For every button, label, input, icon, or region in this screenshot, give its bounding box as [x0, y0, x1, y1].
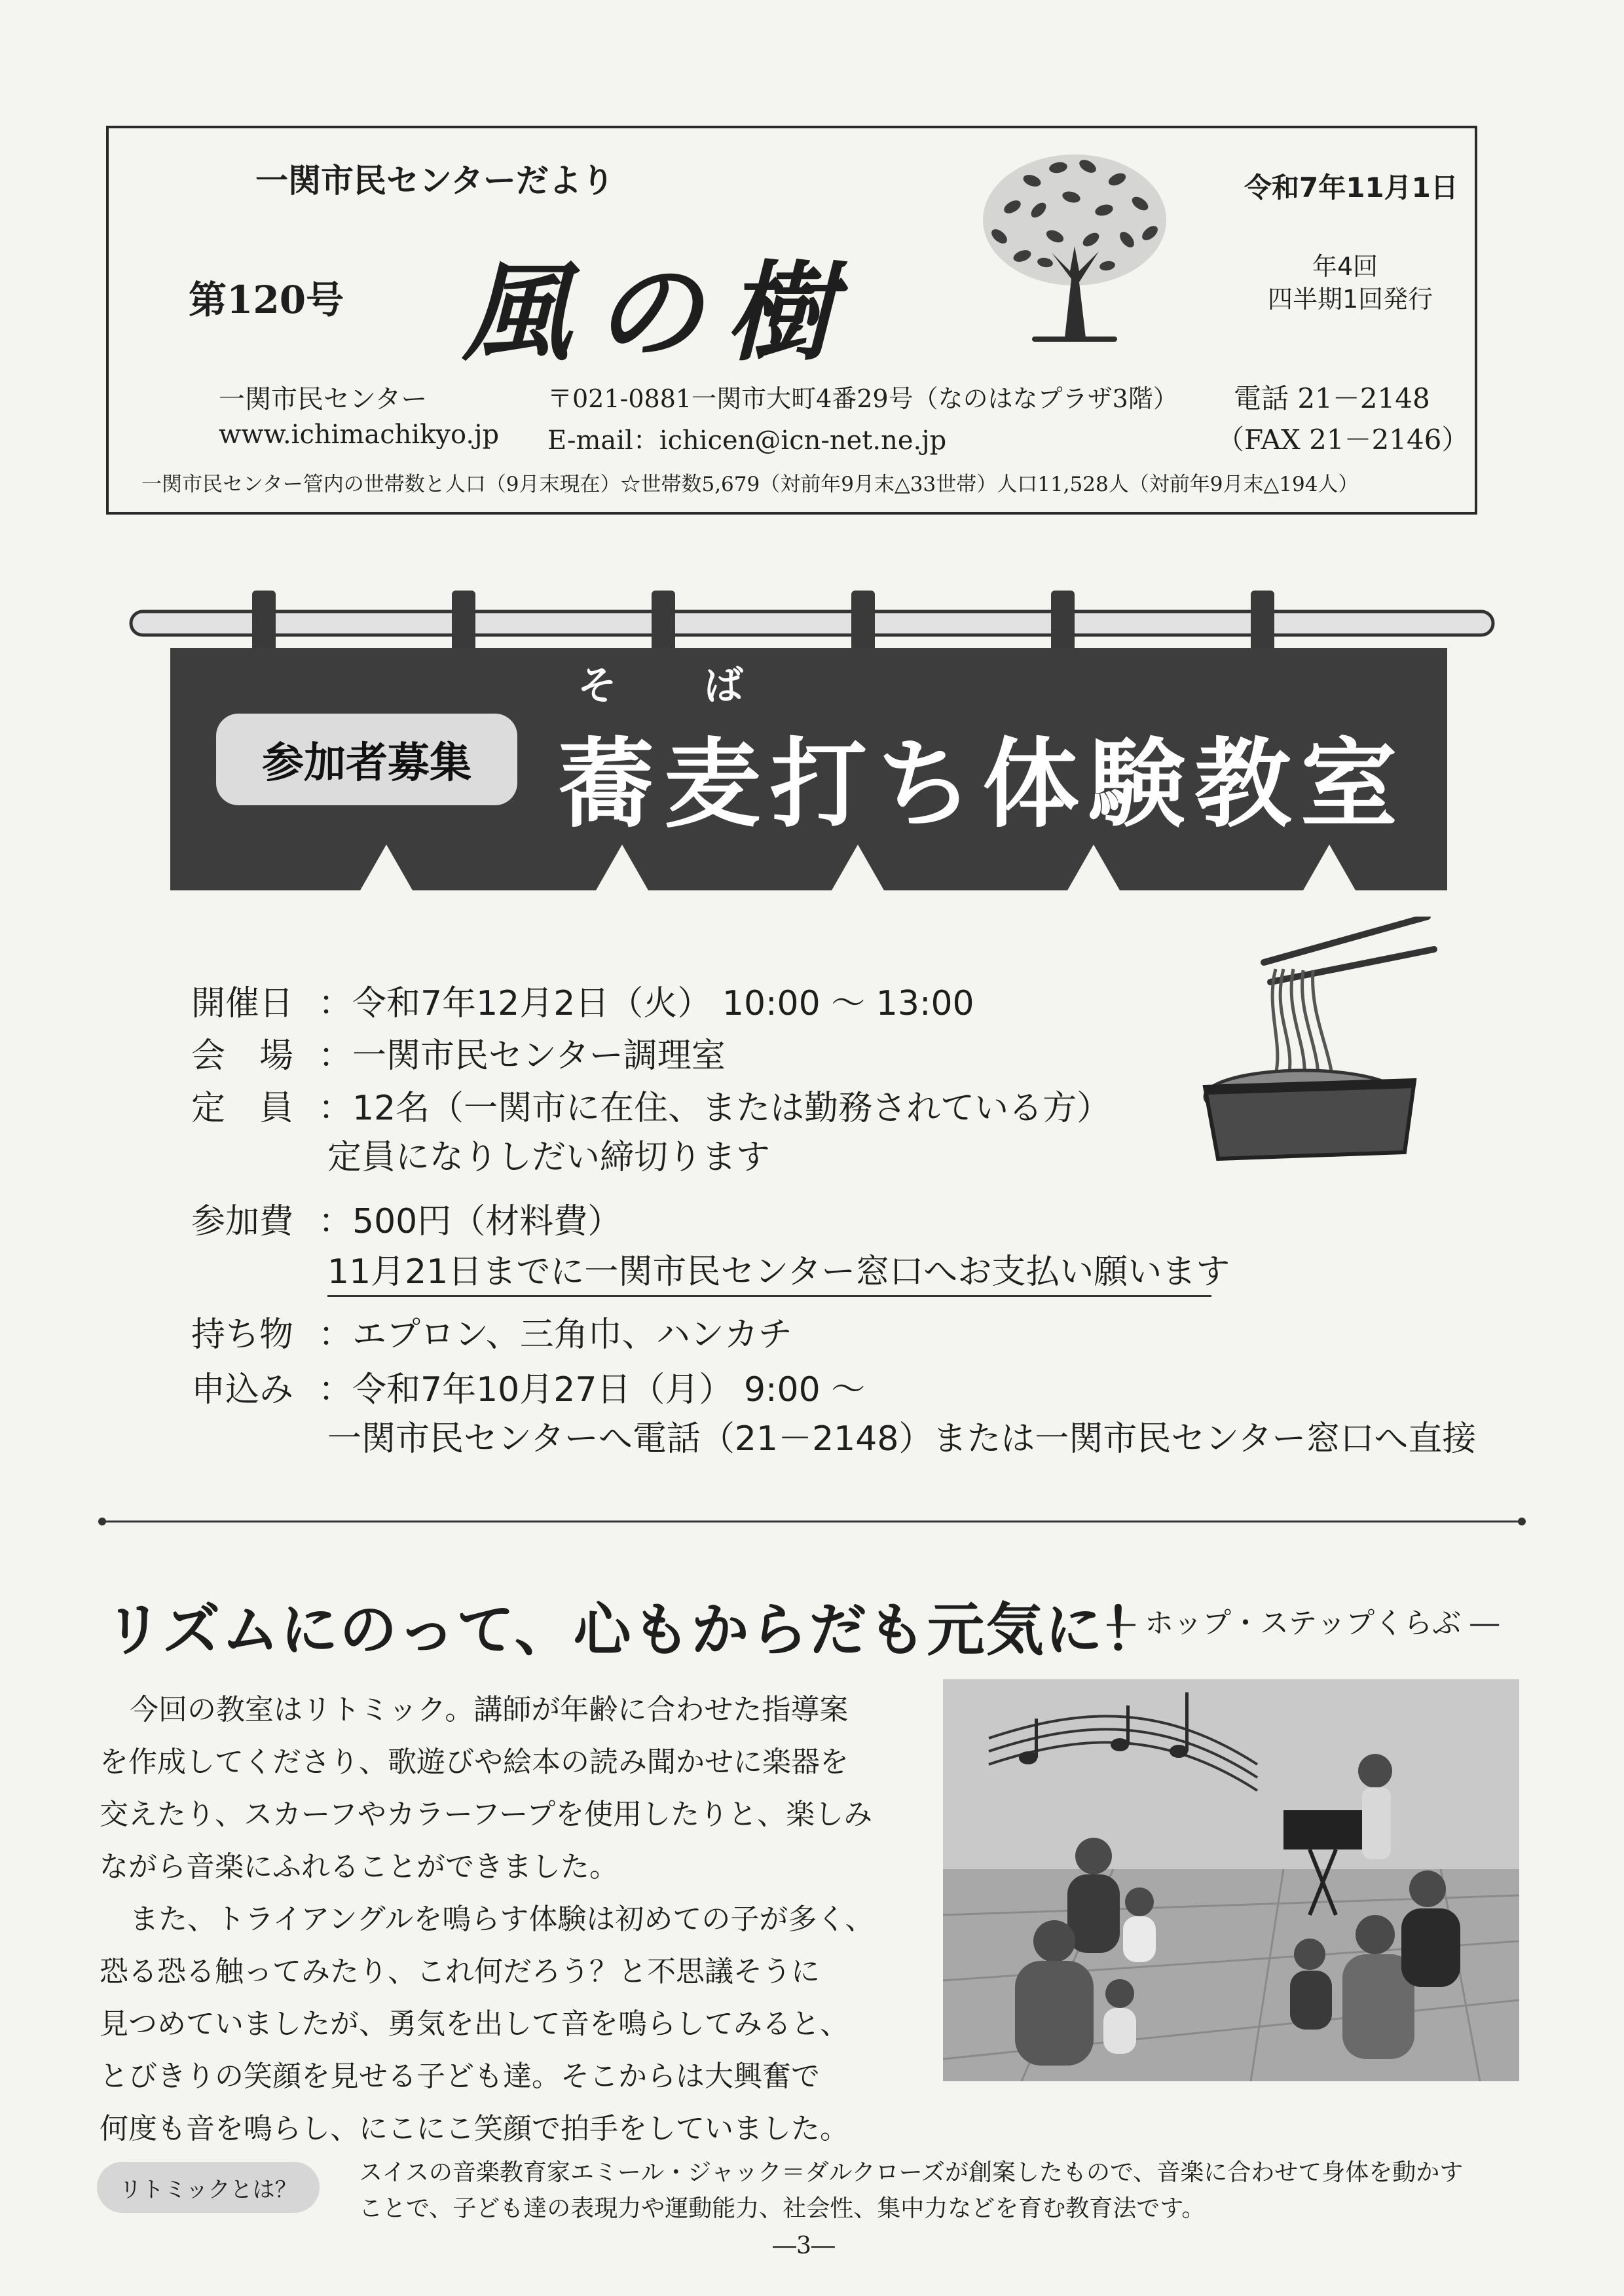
rhythmic-label-badge: リトミックとは？: [97, 2162, 320, 2213]
detail-label-fee: 参加費: [191, 1202, 294, 1241]
detail-note-capacity: 定員になりしだい締切ります: [327, 1138, 771, 1177]
article-body-line: 交えたり、スカーフやカラーフープを使用したりと、楽しみ: [100, 1798, 873, 1831]
detail-value-date: ：令和7年12月2日（火） 10:00 ～ 13:00: [318, 984, 974, 1023]
title-ruby-so: そ: [578, 663, 617, 709]
detail-label-items: 持ち物: [191, 1315, 294, 1355]
club-name: ― ホップ・ステップくらぶ ―: [1107, 1607, 1500, 1640]
detail-value-venue: ：一関市民センター調理室: [318, 1036, 726, 1076]
detail-note-fee: 11月21日までに一関市民センター窓口へお支払い願います: [327, 1252, 1230, 1292]
newsletter-subtitle: 一関市民センターだより: [255, 162, 614, 200]
detail-label-venue: 会 場: [191, 1036, 294, 1076]
detail-label-apply: 申込み: [191, 1370, 294, 1410]
recruitment-badge: 参加者募集: [216, 714, 517, 805]
website-url: www.ichimachikyo.jp: [219, 420, 500, 450]
fax-number: （FAX 21－2146）: [1217, 424, 1469, 456]
rhythmic-definition-line: ことで、子ども達の表現力や運動能力、社会性、集中力などを育む教育法です。: [359, 2195, 1206, 2222]
tree-icon: [973, 148, 1176, 344]
detail-value-items: ：エプロン、三角巾、ハンカチ: [318, 1315, 792, 1355]
population-stats: 一関市民センター管内の世帯数と人口（9月末現在）☆世帯数5,679（対前年9月末△33世帯）人口11,528人（対前年9月末△194人）: [141, 473, 1359, 496]
title-ruby-ba: ば: [704, 663, 743, 709]
class-photo: [943, 1679, 1519, 2081]
detail-label-capacity: 定 員: [191, 1089, 294, 1128]
article-body-line: 見つめていましたが、勇気を出して音を鳴らしてみると、: [100, 2007, 849, 2041]
email-address: E-mail：ichicen@icn-net.ne.jp: [547, 426, 947, 456]
detail-value-capacity: ：12名（一関市に在住、または勤務されている方）: [318, 1089, 1111, 1128]
article-body-line: 何度も音を鳴らし、にこにこ笑顔で拍手をしていました。: [100, 2112, 849, 2145]
detail-value-apply: ：令和7年10月27日（月） 9:00 ～: [318, 1370, 866, 1410]
detail-value-fee: ：500円（材料費）: [318, 1202, 622, 1241]
detail-label-date: 開催日: [191, 984, 294, 1023]
organization-name: 一関市民センター: [219, 384, 428, 414]
article-body-line: また、トライアングルを鳴らす体験は初めての子が多く、: [130, 1903, 874, 1936]
postal-address: 〒021-0881一関市大町4番29号（なのはなプラザ3階）: [547, 384, 1178, 413]
rhythmic-definition-line: スイスの音楽教育家エミール・ジャック＝ダルクローズが創案したもので、音楽に合わせて身体を動かす: [359, 2159, 1464, 2186]
detail-note-apply: 一関市民センターへ電話（21－2148）または一関市民センター窓口へ直接: [327, 1419, 1477, 1459]
event-title: 蕎麦打ち体験教室: [558, 727, 1407, 841]
newsletter-title: 風の樹: [462, 249, 857, 376]
section-divider: [98, 1518, 1526, 1525]
fee-underline: [327, 1295, 1211, 1297]
article-body-line: 今回の教室はリトミック。講師が年齢に合わせた指導案: [130, 1693, 849, 1726]
masthead: [106, 126, 1477, 515]
article-body-line: とびきりの笑顔を見せる子ども達。そこからは大興奮で: [100, 2060, 820, 2093]
phone-number: 電話 21－2148: [1234, 382, 1430, 414]
article-body-line: を作成してくださり、歌遊びや絵本の読み聞かせに楽器を: [100, 1745, 849, 1779]
page-number: ―3―: [773, 2232, 835, 2259]
publish-frequency: 年4回: [1312, 252, 1378, 281]
publish-frequency-detail: 四半期1回発行: [1268, 285, 1433, 314]
publish-date: 令和7年11月1日: [1244, 172, 1458, 204]
issue-number: 第120号: [189, 278, 344, 322]
soba-noodles-icon: [1192, 917, 1441, 1178]
article-body-line: 恐る恐る触ってみたり、これ何だろう？と不思議そうに: [100, 1955, 820, 1988]
article-title: リズムにのって、心もからだも元気に！: [105, 1596, 1163, 1664]
article-body-line: ながら音楽にふれることができました。: [100, 1850, 618, 1884]
